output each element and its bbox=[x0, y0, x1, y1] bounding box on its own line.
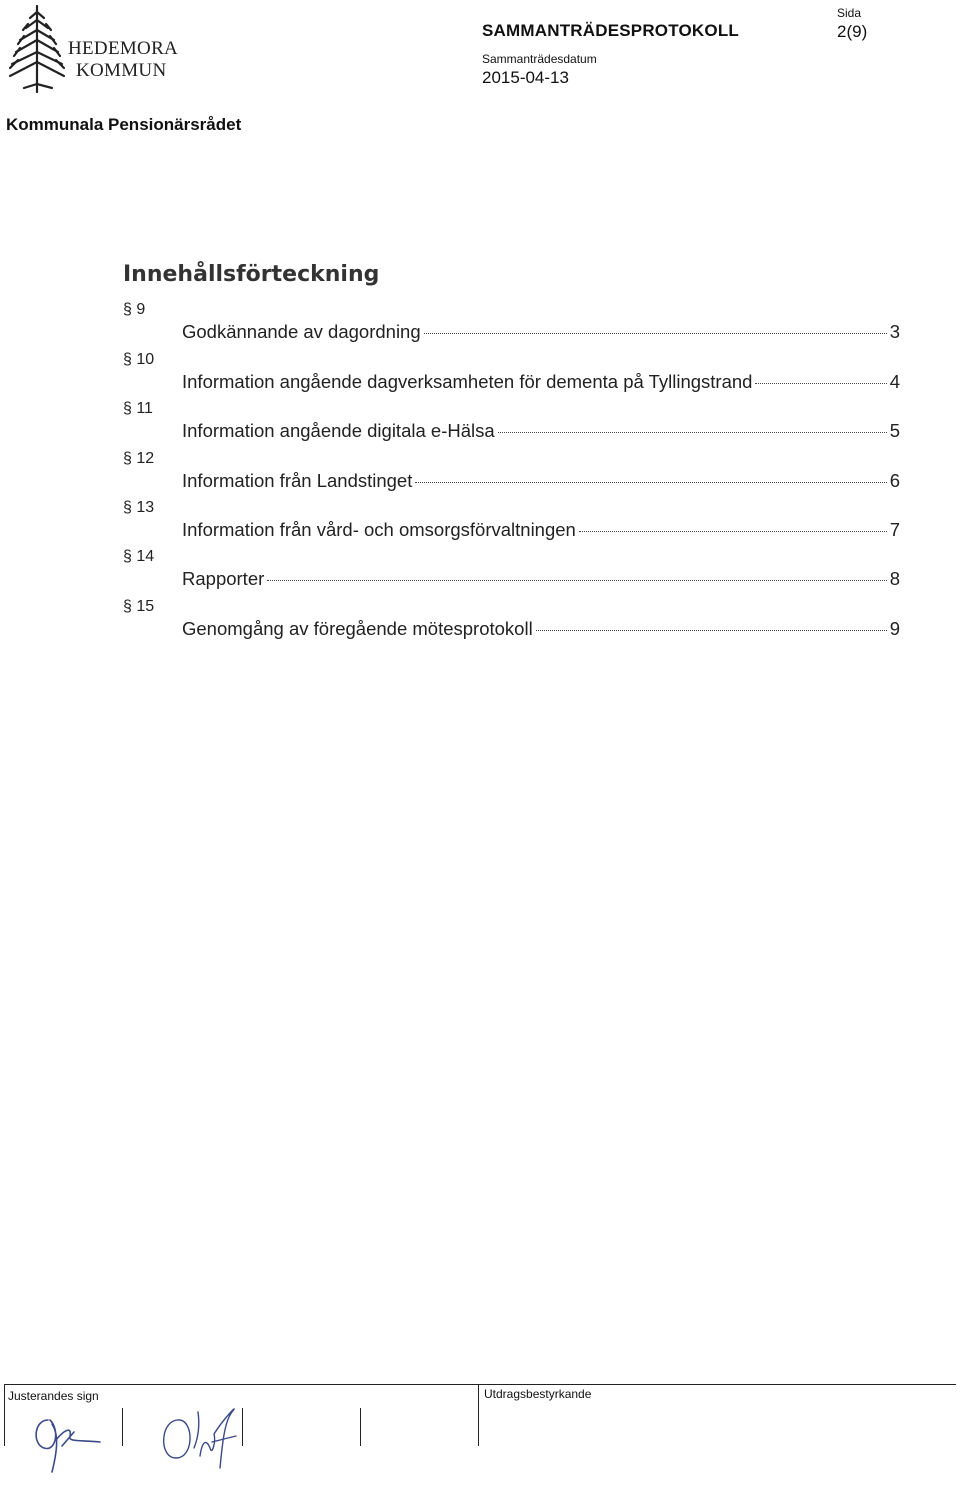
toc-entry bbox=[182, 321, 900, 343]
toc-paragraph-number: § 10 bbox=[123, 351, 155, 368]
toc-entry-title: Information från Landstinget bbox=[182, 470, 413, 491]
toc-paragraph-number: § 12 bbox=[123, 450, 155, 467]
sign-label: Justerandes sign bbox=[8, 1389, 99, 1403]
toc-entry-title: Godkännande av dagordning bbox=[182, 321, 421, 342]
toc-heading: Innehållsförteckning bbox=[123, 262, 380, 287]
date-label: Sammanträdesdatum bbox=[482, 52, 597, 66]
toc-entry-page: 7 bbox=[889, 519, 900, 540]
toc-entry-page: 6 bbox=[889, 470, 900, 491]
spruce-tree-icon bbox=[6, 4, 68, 96]
page-label: Sida bbox=[837, 6, 862, 20]
toc-entry-page: 4 bbox=[889, 371, 900, 392]
date-value: 2015-04-13 bbox=[482, 68, 569, 87]
footer-divider bbox=[360, 1408, 361, 1446]
toc-leader-dots bbox=[536, 630, 887, 631]
toc-leader-dots bbox=[267, 580, 886, 581]
handwritten-signature bbox=[154, 1398, 254, 1478]
toc-entry bbox=[182, 568, 900, 590]
council-name: Kommunala Pensionärsrådet bbox=[6, 115, 242, 134]
toc-entry-title: Rapporter bbox=[182, 568, 265, 589]
toc-entry-title: Genomgång av föregående mötesprotokoll bbox=[182, 618, 533, 639]
toc-paragraph-number: § 14 bbox=[123, 548, 155, 565]
toc-entry-title: Information angående dagverksamheten för dementa på Tyllingstrand bbox=[182, 371, 753, 392]
toc-paragraph-number: § 9 bbox=[123, 301, 146, 318]
toc-entry bbox=[182, 618, 900, 640]
toc-entry-page: 8 bbox=[889, 568, 900, 589]
toc-entry-page: 3 bbox=[889, 321, 900, 342]
toc-entry-page: 9 bbox=[889, 618, 900, 639]
toc-paragraph-number: § 13 bbox=[123, 499, 155, 516]
logo-line1: HEDEMORA bbox=[68, 38, 179, 59]
footer-divider bbox=[4, 1384, 5, 1446]
toc-entry bbox=[182, 371, 900, 393]
toc-entry bbox=[182, 519, 900, 541]
signature-footer bbox=[4, 1384, 956, 1484]
certify-label: Utdragsbestyrkande bbox=[484, 1387, 592, 1401]
toc-leader-dots bbox=[579, 531, 887, 532]
toc-entry-title: Information angående digitala e-Hälsa bbox=[182, 420, 495, 441]
toc-leader-dots bbox=[498, 432, 887, 433]
logo-wordmark bbox=[68, 38, 178, 82]
page-value: 2(9) bbox=[837, 22, 868, 41]
toc-leader-dots bbox=[424, 333, 887, 334]
document-title: SAMMANTRÄDESPROTOKOLL bbox=[482, 21, 739, 40]
footer-divider bbox=[478, 1384, 479, 1446]
toc-leader-dots bbox=[755, 383, 886, 384]
toc-paragraph-number: § 11 bbox=[123, 400, 153, 417]
toc-entry bbox=[182, 420, 900, 442]
footer-divider bbox=[122, 1408, 123, 1446]
toc-entry-title: Information från vård- och omsorgsförvaltningen bbox=[182, 519, 576, 540]
toc-entry-page: 5 bbox=[889, 420, 900, 441]
toc-leader-dots bbox=[415, 482, 886, 483]
handwritten-signature bbox=[26, 1406, 106, 1476]
logo-line2: KOMMUN bbox=[76, 60, 167, 81]
municipality-logo bbox=[6, 4, 186, 96]
footer-rule bbox=[4, 1384, 956, 1385]
toc-paragraph-number: § 15 bbox=[123, 598, 155, 615]
toc-entry bbox=[182, 470, 900, 492]
